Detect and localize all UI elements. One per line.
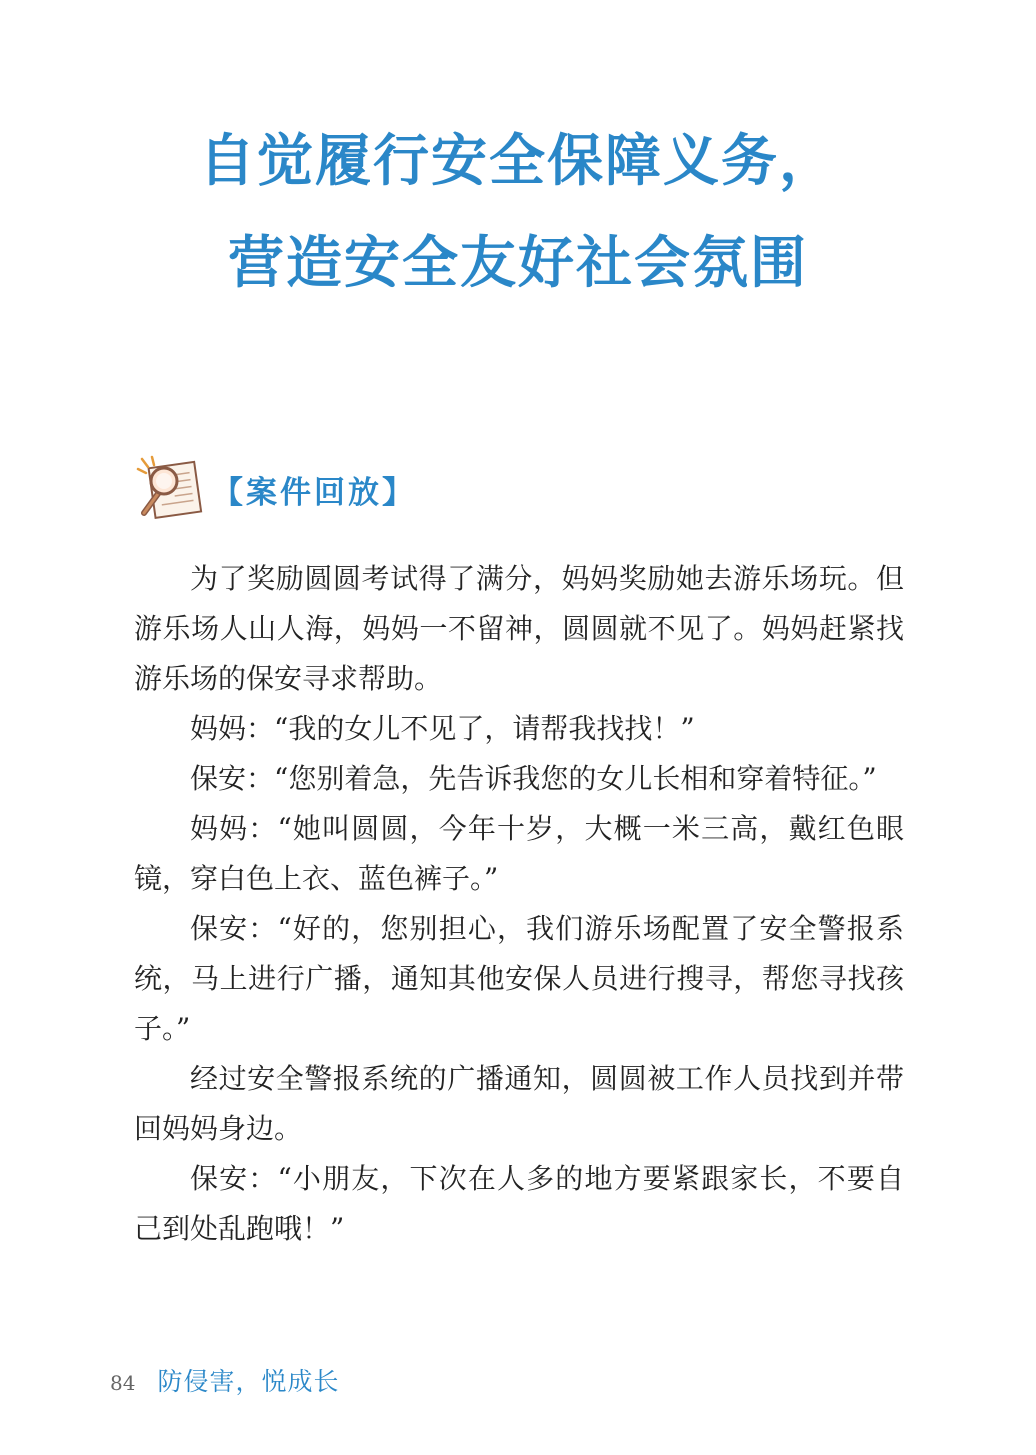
magnifier-document-icon [130,455,206,519]
paragraph: 妈妈：“我的女儿不见了，请帮我找找！” [190,712,695,745]
page-number: 84 [110,1371,136,1395]
paragraph: 经过安全警报系统的广播通知，圆圆被工作人员找到并带回妈妈身边。 [134,1062,904,1145]
section-label: 【案件回放】 [212,474,416,511]
title-line-1: 自觉履行安全保障义务， [199,128,837,194]
page-footer [110,1362,339,1398]
section-header [130,452,416,522]
story-body [134,554,904,1254]
paragraph: 妈妈：“她叫圆圆，今年十岁，大概一米三高，戴红色眼镜，穿白色上衣、蓝色裤子。” [134,812,904,895]
paragraph: 为了奖励圆圆考试得了满分，妈妈奖励她去游乐场玩。但游乐场人山人海，妈妈一不留神，圆圆就不见了。妈妈赶紧找游乐场的保安寻求帮助。 [134,562,904,695]
paragraph: 保安：“好的，您别担心，我们游乐场配置了安全警报系统，马上进行广播，通知其他安保人员进行搜寻，帮您寻找孩子。” [134,912,904,1045]
paragraph: 保安：“您别着急，先告诉我您的女儿长相和穿着特征。” [190,762,877,795]
page-title [0,110,1036,314]
paragraph: 保安：“小朋友，下次在人多的地方要紧跟家长，不要自己到处乱跑哦！” [134,1162,904,1245]
book-title: 防侵害，悦成长 [157,1367,340,1396]
title-line-2: 营造安全友好社会氛围 [228,230,808,296]
